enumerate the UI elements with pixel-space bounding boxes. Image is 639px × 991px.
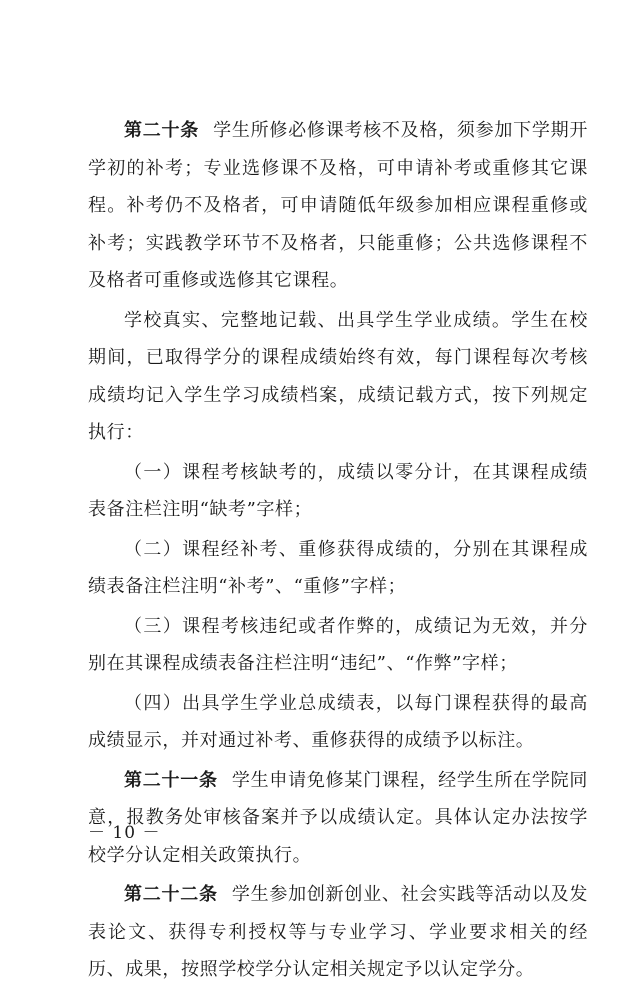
paragraph-text: （三）课程考核违纪或者作弊的，成绩记为无效，并分别在其课程成绩表备注栏注明“违纪”、“作弊”字样； xyxy=(88,615,588,674)
article-heading: 第二十二条 xyxy=(124,884,218,905)
list-item-2 xyxy=(88,531,588,606)
article-heading: 第二十条 xyxy=(124,120,199,141)
page-number: － 10 － xyxy=(88,823,161,843)
list-item-1 xyxy=(88,454,588,529)
paragraph-text: 学生参加创新创业、社会实践等活动以及发表论文、获得专利授权等与专业学习、学业要求相关的经历、成果，按照学校学分认定相关规定予以认定学分。 xyxy=(88,884,588,980)
paragraph-article-21 xyxy=(88,762,588,875)
paragraph-text: （四）出具学生学业总成绩表，以每门课程获得的最高成绩显示，并对通过补考、重修获得的成绩予以标注。 xyxy=(88,692,588,751)
list-item-3 xyxy=(88,608,588,683)
paragraph-text: （一）课程考核缺考的，成绩以零分计，在其课程成绩表备注栏注明“缺考”字样； xyxy=(88,461,588,520)
paragraph-text: 学校真实、完整地记载、出具学生学业成绩。学生在校期间，已取得学分的课程成绩始终有效，每门课程每次考核成绩均记入学生学习成绩档案，成绩记载方式，按下列规定执行： xyxy=(88,309,588,443)
list-item-4 xyxy=(88,685,588,760)
paragraph-text: （二）课程经补考、重修获得成绩的，分别在其课程成绩表备注栏注明“补考”、“重修”字样； xyxy=(88,538,588,597)
paragraph-article-22 xyxy=(88,876,588,989)
paragraph-text: 学生所修必修课考核不及格，须参加下学期开学初的补考；专业选修课不及格，可申请补考或重修其它课程。补考仍不及格者，可申请随低年级参加相应课程重修或补考；实践教学环节不及格者，只能重修；公共选修课程不及格者可重修或选修其它课程。 xyxy=(88,120,588,291)
paragraph xyxy=(88,302,588,452)
paragraph-article-20 xyxy=(88,112,588,300)
article-heading: 第二十一条 xyxy=(124,769,218,791)
paragraph-text: 学生申请免修某门课程，经学生所在学院同意，报教务处审核备案并予以成绩认定。具体认定办法按学校学分认定相关政策执行。 xyxy=(88,769,588,866)
document-body xyxy=(88,112,588,991)
